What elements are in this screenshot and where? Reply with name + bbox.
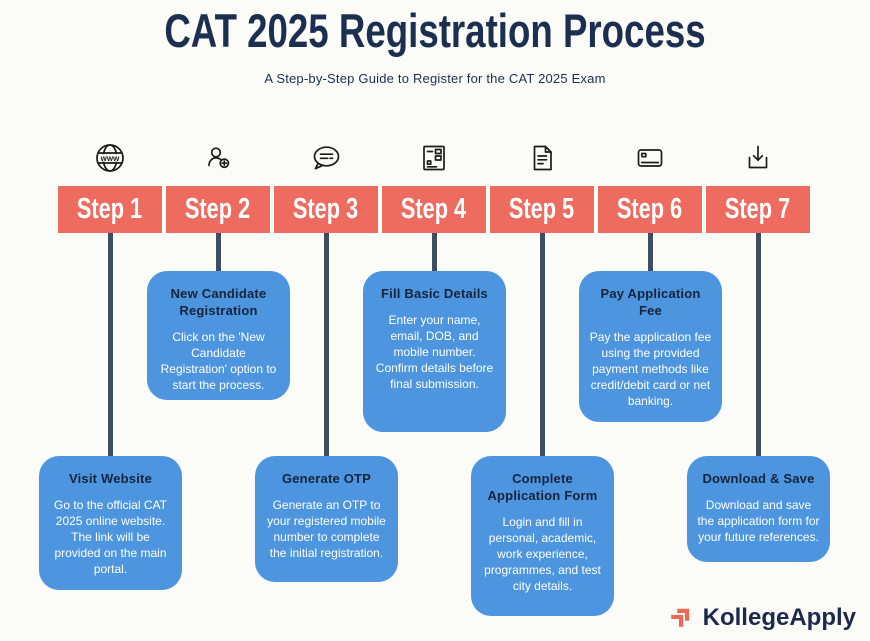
connector-line-2 — [216, 233, 221, 274]
brand-name: KollegeApply — [702, 604, 856, 631]
step-label-2: Step 2 — [166, 186, 270, 233]
page-title: CAT 2025 Registration Process — [164, 4, 706, 57]
form-fields-icon — [416, 140, 452, 176]
step-card-4-title: Fill Basic Details — [381, 286, 488, 301]
step-card-6-title: Pay Application Fee — [600, 286, 701, 318]
step-card-2-title: New Candidate Registration — [170, 286, 267, 318]
connector-line-4 — [432, 233, 437, 274]
step-label-4: Step 4 — [382, 186, 486, 233]
credit-card-icon — [632, 140, 668, 176]
step-card-1-body: Go to the official CAT 2025 online website. The link will be provided on the main portal. — [54, 497, 167, 576]
step-card-5-body: Login and fill in personal, academic, work experience, programmes, and test city details. — [484, 514, 601, 593]
step-card-6 — [579, 271, 722, 422]
step-label-6: Step 6 — [598, 186, 702, 233]
step-label-7: Step 7 — [706, 186, 810, 233]
document-icon — [524, 140, 560, 176]
step-label-5: Step 5 — [490, 186, 594, 233]
step-label-3: Step 3 — [274, 186, 378, 233]
step-card-1 — [39, 456, 182, 590]
step-card-3-body: Generate an OTP to your registered mobile number to complete the initial registration. — [267, 497, 386, 560]
step-card-7-body: Download and save the application form for your future references. — [697, 497, 820, 544]
step-card-4-body: Enter your name, email, DOB, and mobile number. Confirm details before final submission. — [375, 312, 494, 391]
brand-logo — [669, 602, 856, 634]
connector-line-3 — [324, 233, 329, 459]
step-label-1: Step 1 — [58, 186, 162, 233]
chat-bubble-icon — [308, 140, 344, 176]
step-card-5 — [471, 456, 614, 616]
step-card-2-body: Click on the 'New Candidate Registration' option to start the process. — [160, 329, 277, 392]
step-card-6-body: Pay the application fee using the provided payment methods like credit/debit card or net banking. — [589, 329, 712, 408]
step-card-2 — [147, 271, 290, 400]
connector-line-1 — [108, 233, 113, 459]
step-card-1-title: Visit Website — [68, 471, 153, 486]
step-card-7 — [687, 456, 830, 562]
step-card-3 — [255, 456, 398, 582]
download-icon — [740, 140, 776, 176]
page-subtitle: A Step-by-Step Guide to Register for the CAT 2025 Exam — [264, 71, 606, 86]
connector-line-5 — [540, 233, 545, 459]
connector-line-6 — [648, 233, 653, 274]
step-card-5-title: Complete Application Form — [487, 471, 598, 503]
globe-www-label: www — [100, 153, 120, 163]
step-card-7-title: Download & Save — [702, 471, 815, 486]
connector-line-7 — [756, 233, 761, 459]
add-user-icon — [200, 140, 236, 176]
globe-www-icon — [92, 140, 128, 176]
step-card-4 — [363, 271, 506, 432]
step-card-3-title: Generate OTP — [281, 471, 372, 486]
brand-chevrons-icon — [669, 602, 696, 634]
